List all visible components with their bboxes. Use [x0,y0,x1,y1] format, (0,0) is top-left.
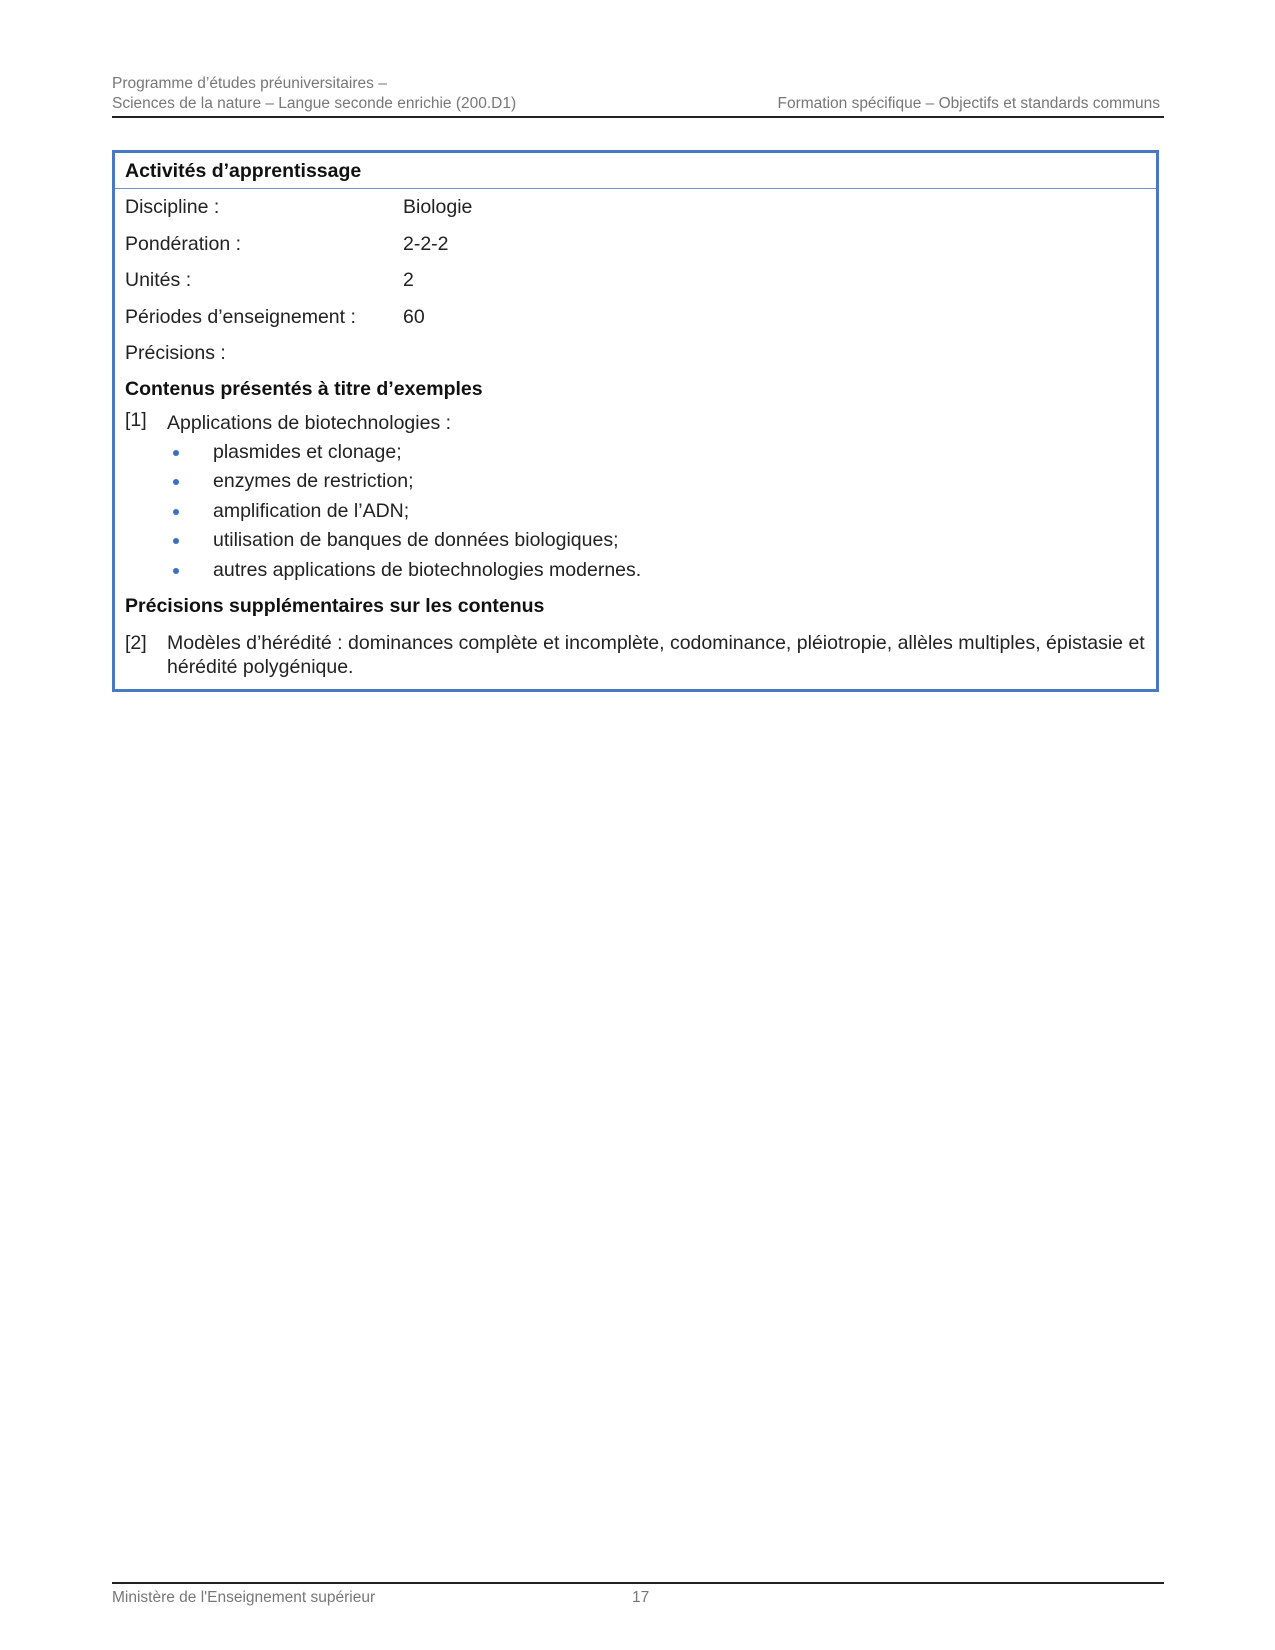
bullet-icon [173,509,179,515]
header-line-2: Sciences de la nature – Langue seconde enrichie (200.D1) [112,95,517,112]
header-line-1: Programme d’études préuniversitaires – [112,75,387,92]
list-item [167,497,1146,527]
item-number: [1] [125,408,147,431]
header-program [112,74,516,114]
header-section: Formation spécifique – Objectifs et standards communs [777,95,1160,112]
field-label: Pondération : [125,232,242,255]
examples-heading: Contenus présentés à titre d’exemples [125,377,483,400]
list-item-text: plasmides et clonage; [213,440,402,463]
learning-activities-box [112,150,1159,692]
page-number: 17 [632,1589,650,1606]
field-ponderation [125,226,1146,263]
field-label: Discipline : [125,196,220,218]
field-value: 60 [403,305,425,328]
bullet-icon [173,479,179,485]
box-title: Activités d’apprentissage [115,153,1156,189]
bullet-icon [173,538,179,544]
field-label: Précisions : [125,342,226,364]
field-label: Périodes d’enseignement : [125,305,356,328]
page-header [112,74,1164,118]
field-value: 2-2-2 [403,232,449,255]
bullet-icon [173,450,179,456]
field-units [125,262,1146,299]
list-item [167,438,1146,468]
content-item-2 [125,631,1146,679]
list-item [167,526,1146,556]
list-item-text: utilisation de banques de données biologiques; [213,529,619,551]
field-label: Unités : [125,269,192,291]
list-item [167,467,1146,497]
page-footer [112,1582,1164,1610]
field-discipline [125,189,1146,226]
item-text: Modèles d’hérédité : dominances complète et incomplète, codominance, pléiotropie, allèles multiples, épistasie et hérédité polygénique. [167,632,1145,678]
item-number: [2] [125,632,147,654]
footer-ministry: Ministère de l'Enseignement supérieur [112,1589,376,1606]
bullet-icon [173,568,179,574]
field-value: 2 [403,269,414,291]
field-precisions [125,335,1146,372]
content-item-1 [125,408,1146,586]
list-item-text: autres applications de biotechnologies modernes. [213,558,642,581]
list-item-text: enzymes de restriction; [213,470,414,492]
list-item [167,556,1146,586]
field-periods [125,299,1146,336]
list-item-text: amplification de l’ADN; [213,499,410,522]
bullet-list [167,438,1146,586]
item-title: Applications de biotechnologies : [167,411,452,434]
details-heading: Précisions supplémentaires sur les contenus [125,595,545,617]
box-body [115,189,1156,679]
field-value: Biologie [403,196,473,218]
